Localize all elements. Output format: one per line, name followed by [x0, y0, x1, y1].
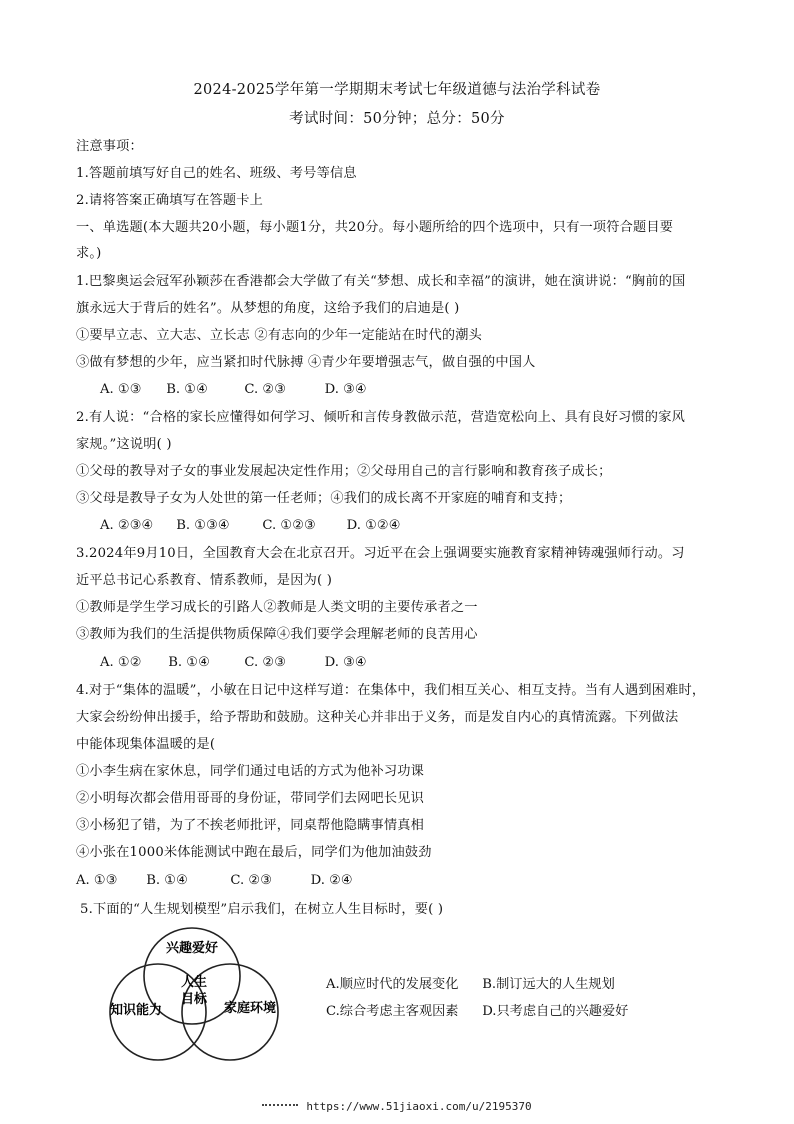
question-4-stem: 4.对于“集体的温暖”，小敏在日记中这样写道：在集体中，我们相互关心、相互支持。当有人遇到困难时， — [76, 683, 706, 698]
venn-label-left: 知识能力 — [109, 1003, 163, 1018]
option-c: C. ②③ — [244, 655, 287, 670]
question-1-stem: 1.巴黎奥运会冠军孙颖莎在香港都会大学做了有关“梦想、成长和幸福”的演讲，她在演讲说：“胸前的国 — [76, 274, 686, 289]
notes-heading: 注意事项： — [76, 139, 143, 154]
question-4-statement: ①小李生病在家休息，同学们通过电话的方式为他补习功课 — [76, 764, 425, 779]
section-heading: 一、单选题(本大题共20小题，每小题1分，共20分。每小题所给的四个选项中，只有一项符合题目要 — [76, 220, 674, 235]
question-2-statement: ①父母的教导对子女的事业发展起决定性作用；②父母用自己的言行影响和教育孩子成长； — [76, 464, 612, 479]
option-a: A.顺应时代的发展变化 — [326, 977, 459, 992]
question-3-stem: 3.2024年9月10日，全国教育大会在北京召开。习近平在会上强调要实施教育家精神铸魂强师行动。习 — [76, 546, 685, 561]
option-d: D. ③④ — [324, 382, 367, 397]
question-2-stem: 家规。”这说明( ) — [76, 437, 172, 452]
venn-label-center: 人生 — [180, 975, 208, 990]
exam-subtitle: 考试时间：50分钟；总分：50分 — [289, 111, 505, 127]
option-d: D. ①②④ — [346, 518, 401, 533]
option-d: D. ③④ — [324, 655, 367, 670]
option-c: C. ②③ — [230, 873, 273, 888]
question-1-stem: 旗永远大于背后的姓名”。从梦想的角度，这给予我们的启迪是( ) — [76, 301, 460, 316]
option-b: B. ①④ — [146, 873, 188, 888]
question-3-options — [100, 653, 367, 673]
option-b: B. ①④ — [166, 382, 208, 397]
question-3-statement: ③教师为我们的生活提供物质保障④我们要学会理解老师的良苦用心 — [76, 627, 478, 642]
question-1-options — [100, 380, 367, 400]
question-3-statement: ①教师是学生学习成长的引路人②教师是人类文明的主要传承者之一 — [76, 600, 478, 615]
option-a: A. ②③④ — [100, 518, 154, 533]
question-2-statement: ③父母是教导子女为人处世的第一任老师；④我们的成长离不开家庭的哺育和支持； — [76, 491, 572, 506]
footer-watermark — [0, 1100, 794, 1113]
question-1-statement: ③做有梦想的少年，应当紧扣时代脉搏 ④青少年要增强志气，做自强的中国人 — [76, 355, 536, 370]
option-a: A. ①③ — [100, 382, 142, 397]
question-3-stem: 近平总书记心系教育、情系教师，是因为( ) — [76, 573, 333, 588]
question-2-stem: 2.有人说：“合格的家长应懂得如何学习、倾听和言传身教做示范，营造宽松向上、具有良好习惯的家风 — [76, 410, 685, 425]
option-c: C.综合考虑主客观因素 — [326, 1004, 459, 1019]
option-d: D. ②④ — [310, 873, 353, 888]
question-4-stem: 大家会纷纷伸出援手，给予帮助和鼓励。这种关心并非出于义务，而是发自内心的真情流露。下列做法 — [76, 710, 679, 725]
option-d: D.只考虑自己的兴趣爱好 — [482, 1004, 629, 1019]
exam-title: 2024-2025学年第一学期期末考试七年级道德与法治学科试卷 — [193, 82, 601, 98]
question-5-stem: 5.下面的“人生规划模型”启示我们，在树立人生目标时，要( ) — [80, 902, 444, 917]
option-c: C. ②③ — [244, 382, 287, 397]
section-heading-cont: 求。) — [76, 246, 102, 261]
note-item: 2.请将答案正确填写在答题卡上 — [76, 193, 264, 208]
option-c: C. ①②③ — [262, 518, 316, 533]
question-1-statement: ①要早立志、立大志、立长志 ②有志向的少年一定能站在时代的潮头 — [76, 328, 483, 343]
question-2-options — [100, 516, 401, 536]
question-4-stem: 中能体现集体温暖的是( — [76, 737, 216, 752]
question-4-options — [76, 871, 353, 891]
venn-label-top: 兴趣爱好 — [165, 941, 219, 956]
option-b: B. ①③④ — [176, 518, 230, 533]
life-plan-venn-diagram — [100, 926, 320, 1078]
option-a: A. ①② — [100, 655, 142, 670]
venn-label-right: 家庭环境 — [223, 1001, 277, 1016]
venn-label-center: 目标 — [180, 992, 208, 1007]
question-4-statement: ②小明每次都会借用哥哥的身份证，带同学们去网吧长见识 — [76, 791, 425, 806]
option-a: A. ①③ — [76, 873, 118, 888]
question-4-statement: ④小张在1000米体能测试中跑在最后，同学们为他加油鼓劲 — [76, 845, 432, 860]
dotted-mark-icon — [262, 1104, 298, 1110]
option-b: B.制订远大的人生规划 — [482, 977, 615, 992]
question-5-options-row1 — [326, 975, 615, 995]
question-4-statement: ③小杨犯了错，为了不挨老师批评，同桌帮他隐瞒事情真相 — [76, 818, 425, 833]
option-b: B. ①④ — [168, 655, 210, 670]
note-item: 1.答题前填写好自己的姓名、班级、考号等信息 — [76, 166, 357, 181]
footer-url[interactable]: https://www.51jiaoxi.com/u/2195370 — [306, 1100, 532, 1113]
question-5-options-row2 — [326, 1002, 628, 1022]
